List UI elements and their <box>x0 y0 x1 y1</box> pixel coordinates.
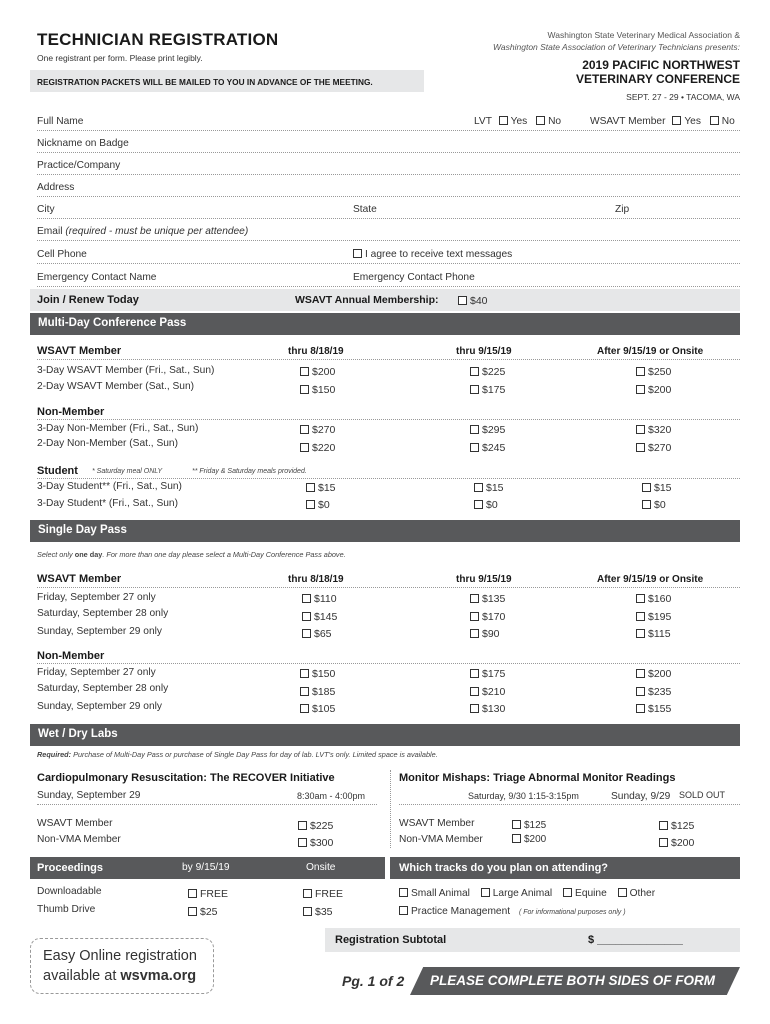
price-option[interactable]: $130 <box>470 703 505 715</box>
lab1-member-label: WSAVT Member <box>37 818 113 829</box>
membership-checkbox[interactable] <box>458 296 467 305</box>
join-label: Join / Renew Today <box>37 294 139 306</box>
cell-field[interactable] <box>37 263 740 264</box>
multi-col3-header: After 9/15/19 or Onsite <box>597 346 704 357</box>
divider <box>37 587 740 588</box>
lab2-non-option-2[interactable]: $200 <box>659 837 694 849</box>
price-option[interactable]: $15 <box>306 482 336 494</box>
single-col2-header: thru 9/15/19 <box>456 574 512 585</box>
tracks-row-2: Practice Management ( For informational purposes only ) <box>399 906 626 917</box>
lab1-non-label: Non-VMA Member <box>37 834 121 845</box>
divider <box>37 419 740 420</box>
multi-nonmember-header: Non-Member <box>37 406 105 418</box>
price-option[interactable]: $0 <box>474 499 498 511</box>
download-option-1[interactable]: FREE <box>188 888 228 900</box>
cell-label: Cell Phone <box>37 249 87 260</box>
state-label: State <box>353 204 377 215</box>
event-title-1: 2019 PACIFIC NORTHWEST <box>582 58 740 72</box>
list-item: Saturday, September 28 only <box>37 683 169 694</box>
single-day-bar: Single Day Pass <box>30 520 740 542</box>
price-option[interactable]: $0 <box>306 499 330 511</box>
lab2-non-label: Non-VMA Member <box>399 834 483 845</box>
price-option[interactable]: $170 <box>470 611 505 623</box>
price-option[interactable]: $135 <box>470 593 505 605</box>
online-reg-box <box>30 938 214 994</box>
divider <box>37 663 740 664</box>
lab1-time: 8:30am - 4:00pm <box>297 791 366 801</box>
equine-checkbox[interactable] <box>563 888 572 897</box>
price-option[interactable]: $250 <box>636 366 671 378</box>
text-agree-checkbox[interactable] <box>353 249 362 258</box>
small-animal-checkbox[interactable] <box>399 888 408 897</box>
price-option[interactable]: $155 <box>636 703 671 715</box>
price-option[interactable]: $65 <box>302 628 332 640</box>
text-agree <box>353 249 512 260</box>
proceedings-col1: by 9/15/19 <box>182 862 230 873</box>
price-option[interactable]: $90 <box>470 628 500 640</box>
labs-note: Required: Purchase of Multi-Day Pass or purchase of Single Day Pass for day of lab. LVT's only. Limited space is available. <box>37 750 438 759</box>
full-name-field[interactable] <box>37 130 740 131</box>
list-item: Sunday, September 29 only <box>37 701 162 712</box>
wsavt-yes-checkbox[interactable] <box>672 116 681 125</box>
divider <box>399 804 740 805</box>
price-option[interactable]: $195 <box>636 611 671 623</box>
online-reg-line-2: available at wsvma.org <box>43 968 197 984</box>
event-date: SEPT. 27 - 29 • TACOMA, WA <box>626 92 740 102</box>
price-option[interactable]: $185 <box>300 686 335 698</box>
price-option[interactable]: $105 <box>300 703 335 715</box>
price-option[interactable]: $320 <box>636 424 671 436</box>
wsavt-member-options <box>590 116 735 127</box>
city-state-zip-field[interactable] <box>37 218 740 219</box>
emergency-name-label: Emergency Contact Name <box>37 272 157 283</box>
list-item: Sunday, September 29 only <box>37 626 162 637</box>
text-agree-label: I agree to receive text messages <box>365 249 513 260</box>
price-option[interactable]: $0 <box>642 499 666 511</box>
download-label: Downloadable <box>37 886 102 897</box>
wsavt-yes-label: Yes <box>684 116 701 127</box>
org-line-1: Washington State Veterinary Medical Association & <box>547 30 740 40</box>
list-item: 3-Day Student** (Fri., Sat., Sun) <box>37 481 182 492</box>
price-option[interactable]: $150 <box>300 668 335 680</box>
lvt-label: LVT <box>474 116 492 127</box>
download-option-2[interactable]: FREE <box>303 888 343 900</box>
price-option[interactable]: $200 <box>636 384 671 396</box>
thumb-label: Thumb Drive <box>37 904 96 915</box>
price-option[interactable]: $200 <box>636 668 671 680</box>
address-label: Address <box>37 182 75 193</box>
nickname-field[interactable] <box>37 152 740 153</box>
email-label <box>37 226 248 237</box>
multi-col2-header: thru 9/15/19 <box>456 346 512 357</box>
lab2-member-option-1[interactable]: $125 <box>512 820 546 831</box>
emergency-field[interactable] <box>37 286 740 287</box>
emergency-phone-label: Emergency Contact Phone <box>353 272 475 283</box>
org-line-2: Washington State Association of Veterinary Technicians presents: <box>493 42 740 52</box>
price-option[interactable]: $200 <box>300 366 335 378</box>
large-animal-checkbox[interactable] <box>481 888 490 897</box>
wsavt-member-label: WSAVT Member <box>590 116 666 127</box>
practice-mgmt-checkbox[interactable] <box>399 906 408 915</box>
lvt-options <box>474 116 561 127</box>
form-subtitle: One registrant per form. Please print legibly. <box>37 53 203 63</box>
list-item: 3-Day Non-Member (Fri., Sat., Sun) <box>37 423 199 434</box>
labs-divider <box>390 770 391 848</box>
wsavt-no-checkbox[interactable] <box>710 116 719 125</box>
single-col3-header: After 9/15/19 or Onsite <box>597 574 704 585</box>
lab2-member-option-2[interactable]: $125 <box>659 820 694 832</box>
price-option[interactable]: $270 <box>636 442 671 454</box>
price-option[interactable]: $145 <box>302 611 337 623</box>
thumb-option-2[interactable]: $35 <box>303 906 333 918</box>
other-checkbox[interactable] <box>618 888 627 897</box>
divider <box>37 804 377 805</box>
labs-bar: Wet / Dry Labs <box>30 724 740 746</box>
nickname-label: Nickname on Badge <box>37 138 129 149</box>
wsavt-no-label: No <box>721 116 735 127</box>
price-option[interactable]: $270 <box>300 424 335 436</box>
email-field[interactable] <box>37 240 740 241</box>
zip-label: Zip <box>615 204 630 215</box>
list-item: Saturday, September 28 only <box>37 608 169 619</box>
lab2-non-option-1[interactable]: $200 <box>512 834 546 845</box>
lab2-member-label: WSAVT Member <box>399 818 475 829</box>
address-field[interactable] <box>37 196 740 197</box>
page-number: Pg. 1 of 2 <box>342 973 405 989</box>
price-option[interactable]: $245 <box>470 442 505 454</box>
lab2-date-2: Sunday, 9/29 <box>611 791 671 802</box>
proceedings-col2: Onsite <box>306 862 336 873</box>
multi-student-header: Student <box>37 465 78 477</box>
price-option[interactable]: $150 <box>300 384 335 396</box>
lab2-sold-out: SOLD OUT <box>679 790 726 800</box>
list-item: 2-Day WSAVT Member (Sat., Sun) <box>37 381 195 392</box>
proceedings-label: Proceedings <box>37 862 104 874</box>
price-option[interactable]: $175 <box>470 668 505 680</box>
price-option[interactable]: $160 <box>636 593 671 605</box>
subtotal-field[interactable]: $ ______________ <box>588 934 683 946</box>
lvt-no-label: No <box>548 116 562 127</box>
practice-field[interactable] <box>37 174 740 175</box>
form-title: TECHNICIAN REGISTRATION <box>37 30 279 49</box>
email-note: (required - must be unique per attendee) <box>65 226 249 237</box>
lab1-date: Sunday, September 29 <box>37 790 141 801</box>
lab2-date-1: Saturday, 9/30 1:15-3:15pm <box>468 791 579 801</box>
lvt-no-checkbox[interactable] <box>536 116 545 125</box>
single-member-header: WSAVT Member <box>37 573 122 585</box>
price-option[interactable]: $210 <box>470 686 505 698</box>
email-label-text: Email <box>37 226 63 237</box>
price-option[interactable]: $220 <box>300 442 335 454</box>
multi-member-header: WSAVT Member <box>37 345 122 357</box>
price-option[interactable]: $295 <box>470 424 505 436</box>
online-reg-line-1: Easy Online registration <box>43 948 197 964</box>
lab1-member-option[interactable]: $225 <box>298 820 333 832</box>
mail-notice: REGISTRATION PACKETS WILL BE MAILED TO YOU IN ADVANCE OF THE MEETING. <box>37 77 373 87</box>
price-option[interactable]: $225 <box>470 366 505 378</box>
price-option[interactable]: $15 <box>474 482 504 494</box>
student-note-1: * Saturday meal ONLY <box>92 468 163 475</box>
lab2-title: Monitor Mishaps: Triage Abnormal Monitor Readings <box>399 772 676 784</box>
price-option[interactable]: $235 <box>636 686 671 698</box>
price-option[interactable]: $175 <box>470 384 505 396</box>
single-col1-header: thru 8/18/19 <box>288 574 344 585</box>
practice-label: Practice/Company <box>37 160 121 171</box>
city-label: City <box>37 204 55 215</box>
website-link[interactable]: wsvma.org <box>120 968 197 984</box>
list-item: 2-Day Non-Member (Sat., Sun) <box>37 438 178 449</box>
list-item: Friday, September 27 only <box>37 592 156 603</box>
student-note-2: ** Friday & Saturday meals provided. <box>192 468 307 475</box>
multi-col1-header: thru 8/18/19 <box>288 346 344 357</box>
lab1-non-option[interactable]: $300 <box>298 837 333 849</box>
lvt-yes-label: Yes <box>510 116 528 127</box>
divider <box>37 359 740 360</box>
complete-text: PLEASE COMPLETE BOTH SIDES OF FORM <box>430 973 716 988</box>
tracks-label: Which tracks do you plan on attending? <box>399 862 609 874</box>
multi-day-bar: Multi-Day Conference Pass <box>30 313 740 335</box>
tracks-row-1: Small Animal Large Animal Equine Other <box>399 888 655 899</box>
list-item: 3-Day WSAVT Member (Fri., Sat., Sun) <box>37 365 215 376</box>
thumb-option-1[interactable]: $25 <box>188 906 218 918</box>
single-nonmember-header: Non-Member <box>37 650 105 662</box>
price-option[interactable]: $110 <box>302 593 337 605</box>
lab1-title: Cardiopulmonary Resuscitation: The RECOVER Initiative <box>37 772 335 784</box>
single-day-note: Select only one day. For more than one day please select a Multi-Day Conference Pass above. <box>37 550 346 559</box>
event-title-2: VETERINARY CONFERENCE <box>575 72 740 86</box>
membership-option <box>458 295 488 307</box>
price-option[interactable]: $15 <box>642 482 672 494</box>
list-item: 3-Day Student* (Fri., Sat., Sun) <box>37 498 178 509</box>
subtotal-label: Registration Subtotal <box>335 934 447 946</box>
full-name-label: Full Name <box>37 116 84 127</box>
membership-label: WSAVT Annual Membership: <box>295 294 439 306</box>
membership-price: $40 <box>470 295 488 307</box>
list-item: Friday, September 27 only <box>37 667 156 678</box>
price-option[interactable]: $115 <box>636 628 671 640</box>
lvt-yes-checkbox[interactable] <box>499 116 508 125</box>
divider <box>37 478 740 479</box>
